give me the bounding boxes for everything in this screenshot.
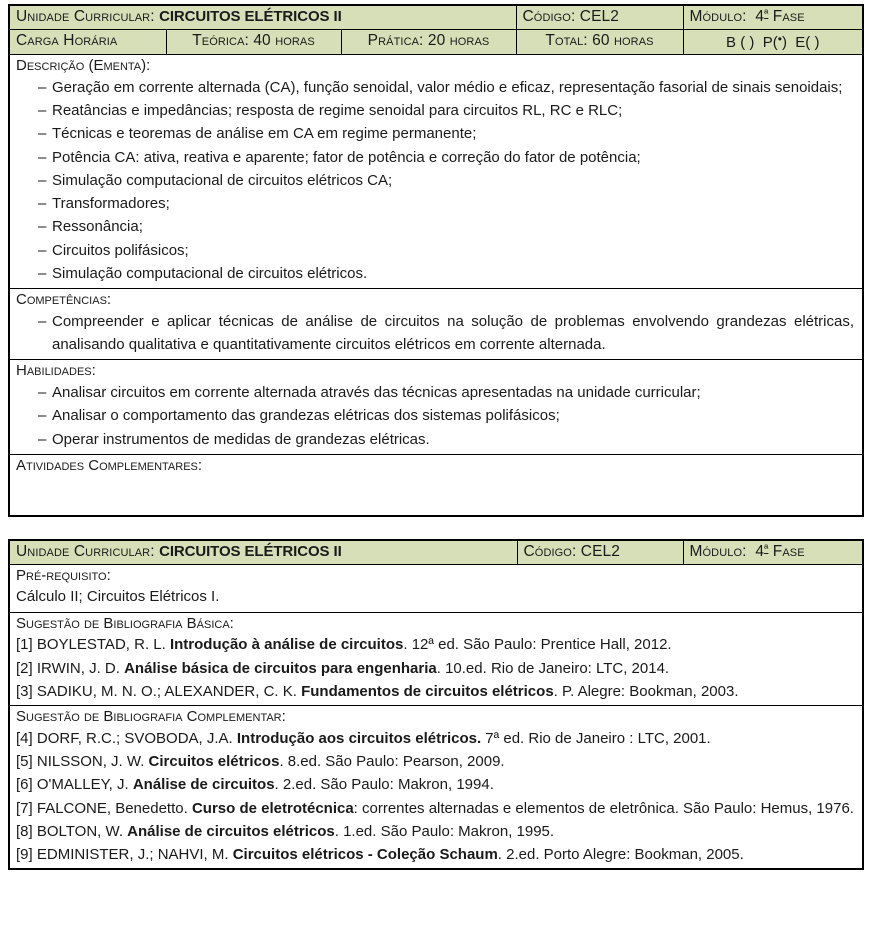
descricao-row	[9, 55, 863, 289]
atividades-empty-space	[10, 475, 862, 515]
codigo-label-2: Código: CEL2	[523, 543, 620, 561]
tipo-cell	[683, 30, 863, 55]
list-item: – Analisar o comportamento das grandezas elétricas dos sistemas polifásicos;	[10, 404, 854, 427]
habilidades-cell	[9, 360, 863, 454]
total-label: Total: 60 horas	[545, 32, 654, 50]
unidade-curricular-label: Unidade Curricular:	[16, 8, 155, 25]
modulo-label-text-2: Módulo:	[689, 543, 747, 561]
modulo-label-2	[684, 541, 863, 564]
bibliografia-basica-label: Sugestão de Bibliografia Básica:	[16, 614, 234, 632]
bibliography-table	[8, 539, 864, 870]
list-item: – Geração em corrente alternada (CA), função senoidal, valor médio e eficaz, representação fasorial de sinais senoidais;	[10, 76, 854, 99]
list-item: – Compreender e aplicar técnicas de análise de circuitos na solução de problemas envolvendo grandezas elétricas, analisando qualitativa e quantitativamente circuitos elétricos em corrente alternada.	[10, 310, 854, 357]
carga-horaria-cell	[9, 30, 166, 55]
competencias-row	[9, 289, 863, 360]
competencias-cell	[9, 289, 863, 360]
tipo-p-selected-mark: •	[777, 32, 782, 47]
unidade-curricular-cell-2	[9, 540, 517, 565]
pratica-label: Prática: 20 horas	[367, 32, 490, 50]
prerequisito-value: Cálculo II; Circuitos Elétricos I.	[16, 588, 220, 606]
atividades-label: Atividades Complementares:	[16, 456, 203, 474]
bibliography-entry: [9] EDMINISTER, J.; NAHVI, M. Circuitos elétricos - Coleção Schaum. 2.ed. Porto Alegre: Bookman, 2005.	[16, 846, 744, 864]
codigo-cell	[516, 5, 683, 30]
codigo-cell-2	[517, 540, 683, 565]
habilidades-list	[10, 381, 862, 454]
list-item: – Simulação computacional de circuitos elétricos CA;	[10, 169, 854, 192]
table1-header-row	[9, 5, 863, 30]
bibliography-entry: [8] BOLTON, W. Análise de circuitos elétricos. 1.ed. São Paulo: Makron, 1995.	[16, 822, 555, 840]
descricao-label: Descrição (Ementa):	[16, 57, 151, 75]
bibliografia-basica-cell	[9, 612, 863, 705]
unidade-curricular-label-2: Unidade Curricular:	[16, 543, 155, 561]
atividades-cell	[9, 454, 863, 516]
bibliography-entry: [1] BOYLESTAD, R. L. Introdução à análise de circuitos. 12ª ed. São Paulo: Prentice Hall, 2012.	[16, 636, 672, 654]
bibliografia-complementar-list	[10, 727, 862, 869]
list-item: – Analisar circuitos em corrente alternada através das técnicas apresentadas na unidade curricular;	[10, 381, 854, 404]
teorica-label: Teórica: 40 horas	[192, 32, 315, 50]
unidade-curricular-cell	[9, 5, 516, 30]
list-item: – Circuitos polifásicos;	[10, 239, 854, 262]
modulo-cell-2	[683, 540, 863, 565]
habilidades-label: Habilidades:	[16, 362, 96, 380]
bibliography-entry: [2] IRWIN, J. D. Análise básica de circuitos para engenharia. 10.ed. Rio de Janeiro: LTC, 2014.	[16, 659, 670, 677]
modulo-label-text: Módulo:	[689, 8, 747, 26]
prerequisito-row	[9, 565, 863, 612]
unidade-curricular-value: CIRCUITOS ELÉTRICOS II	[159, 8, 342, 25]
bibliografia-basica-list	[10, 633, 862, 705]
bibliografia-complementar-row	[9, 706, 863, 870]
bibliography-entry: [4] DORF, R.C.; SVOBODA, J.A. Introdução aos circuitos elétricos. 7ª ed. Rio de Janeiro : LTC, 2001.	[16, 729, 711, 747]
modulo-value: $4^ª$ Fase	[755, 8, 805, 26]
codigo-label: Código: CEL2	[522, 8, 619, 25]
tipo-p-option: P(•)	[762, 32, 787, 52]
table2-header-row	[9, 540, 863, 565]
tipo-options	[684, 30, 863, 54]
atividades-row	[9, 454, 863, 516]
modulo-label	[684, 6, 863, 29]
competencias-label: Competências:	[16, 291, 112, 309]
prerequisito-label: Pré-requisito:	[16, 567, 111, 585]
total-cell	[516, 30, 683, 55]
bibliography-entry: [3] SADIKU, M. N. O.; ALEXANDER, C. K. Fundamentos de circuitos elétricos. P. Alegre: Bookman, 2003.	[16, 682, 739, 700]
list-item: – Transformadores;	[10, 192, 854, 215]
bibliography-entry: [6] O'MALLEY, J. Análise de circuitos. 2.ed. São Paulo: Makron, 1994.	[16, 776, 494, 794]
competencias-list	[10, 310, 862, 360]
bibliography-entry: [5] NILSSON, J. W. Circuitos elétricos. 8.ed. São Paulo: Pearson, 2009.	[16, 753, 505, 771]
list-item: – Operar instrumentos de medidas de grandezas elétricas.	[10, 428, 854, 451]
list-item: – Simulação computacional de circuitos elétricos.	[10, 262, 854, 285]
list-item: – Técnicas e teoremas de análise em CA em regime permanente;	[10, 122, 854, 145]
unidade-curricular-value-2: CIRCUITOS ELÉTRICOS II	[159, 543, 342, 561]
bibliography-entry: [7] FALCONE, Benedetto. Curso de eletrotécnica: correntes alternadas e elementos de eletrônica. São Paulo: Hemus, 1976.	[16, 799, 854, 817]
habilidades-row	[9, 360, 863, 454]
bibliografia-complementar-cell	[9, 706, 863, 870]
course-info-table	[8, 4, 864, 517]
table1-workload-row	[9, 30, 863, 55]
list-item: – Potência CA: ativa, reativa e aparente; fator de potência e correção do fator de potência;	[10, 146, 854, 169]
bibliografia-complementar-label: Sugestão de Bibliografia Complementar:	[16, 708, 286, 726]
modulo-value-2: $4^ª$ Fase	[755, 543, 805, 561]
list-item: – Ressonância;	[10, 215, 854, 238]
list-item: – Reatâncias e impedâncias; resposta de regime senoidal para circuitos RL, RC e RLC;	[10, 99, 854, 122]
descricao-list	[10, 76, 862, 288]
tipo-e-option: E( )	[795, 34, 820, 52]
table-gap	[8, 517, 862, 539]
teorica-cell	[166, 30, 341, 55]
carga-horaria-label: Carga Horária	[16, 32, 118, 50]
prerequisito-cell	[9, 565, 863, 612]
modulo-cell	[683, 5, 863, 30]
descricao-cell	[9, 55, 863, 289]
bibliografia-basica-row	[9, 612, 863, 705]
pratica-cell	[341, 30, 516, 55]
tipo-b-option: B ( )	[726, 34, 755, 52]
